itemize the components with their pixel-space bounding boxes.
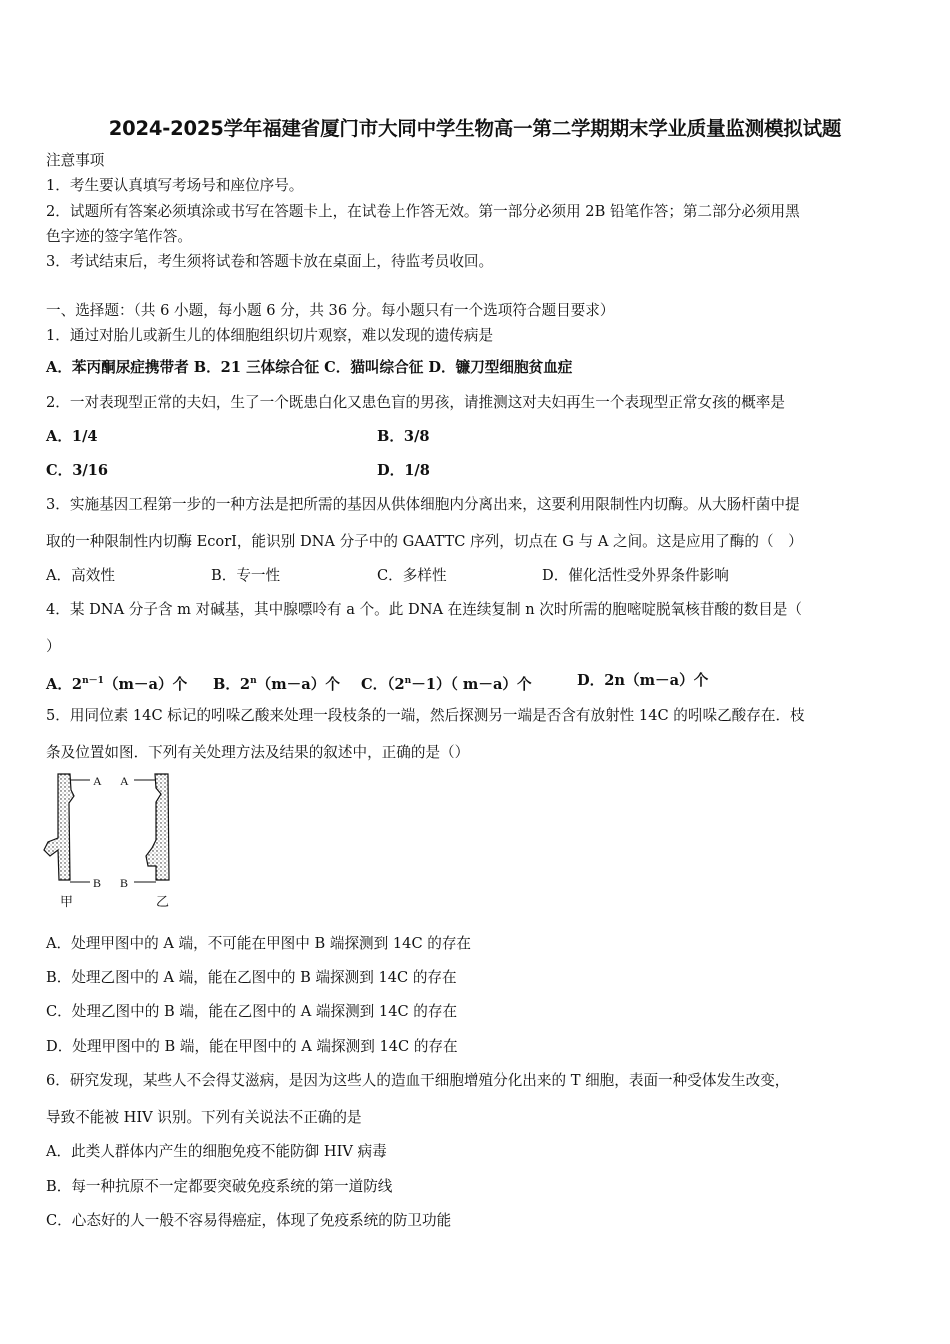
caption-jia: 甲 bbox=[60, 895, 74, 910]
question-3-option-d: D．催化活性受外界条件影响 bbox=[542, 567, 729, 584]
question-5-option-d: D．处理甲图中的 B 端，能在甲图中的 A 端探测到 14C 的存在 bbox=[46, 1038, 458, 1055]
notice-item: 3．考试结束后，考生须将试卷和答题卡放在桌面上，待监考员收回。 bbox=[46, 253, 494, 270]
notice-heading: 注意事项 bbox=[46, 152, 105, 169]
label-a-right: A bbox=[120, 774, 129, 788]
question-2-option-b: B．3/8 bbox=[377, 428, 430, 445]
question-3-stem-line-1: 3．实施基因工程第一步的一种方法是把所需的基因从供体细胞内分离出来，这要利用限制性内切酶。从大肠杆菌中提 bbox=[46, 496, 800, 513]
question-3-option-c: C．多样性 bbox=[377, 567, 447, 584]
question-1-options: A．苯丙酮尿症携带者 B．21 三体综合征 C．猫叫综合征 D．镰刀型细胞贫血症 bbox=[46, 359, 573, 376]
section-heading: 一、选择题：（共 6 小题，每小题 6 分，共 36 分。每小题只有一个选项符合题目要求） bbox=[46, 302, 615, 319]
label-b-right: B bbox=[120, 876, 129, 890]
question-3-stem-line-2: 取的一种限制性内切酶 EcorI，能识别 DNA 分子中的 GAATTC 序列，切点在 G 与 A 之间。这是应用了酶的（ ） bbox=[46, 533, 803, 550]
page-title: 2024-2025学年福建省厦门市大同中学生物高一第二学期期末学业质量监测模拟试题 bbox=[108, 117, 842, 140]
question-5-option-b: B．处理乙图中的 A 端，能在乙图中的 B 端探测到 14C 的存在 bbox=[46, 969, 457, 986]
question-2-option-d: D．1/8 bbox=[377, 462, 430, 479]
question-6-stem-line-2: 导致不能被 HIV 识别。下列有关说法不正确的是 bbox=[46, 1109, 362, 1126]
label-a-left: A bbox=[93, 774, 102, 788]
question-4-option-d: D．2n（m－a）个 bbox=[577, 672, 709, 689]
question-5-stem-line-2: 条及位置如图．下列有关处理方法及结果的叙述中，正确的是（） bbox=[46, 744, 470, 761]
question-3-option-b: B．专一性 bbox=[211, 567, 281, 584]
question-6-option-c: C．心态好的人一般不容易得癌症，体现了免疫系统的防卫功能 bbox=[46, 1212, 452, 1229]
branch-figure bbox=[40, 770, 180, 910]
question-6-stem-line-1: 6．研究发现，某些人不会得艾滋病，是因为这些人的造血干细胞增殖分化出来的 T 细胞，表面一种受体发生改变， bbox=[46, 1072, 790, 1089]
branch-yi bbox=[134, 774, 169, 882]
question-3-option-a: A．高效性 bbox=[46, 567, 115, 584]
question-4-stem-line-2: ） bbox=[46, 638, 61, 655]
question-4-option-b: B．$2^n(m-a)$个 bbox=[213, 675, 340, 693]
branch-jia bbox=[44, 774, 90, 882]
question-2-option-c: C．3/16 bbox=[46, 462, 109, 479]
caption-yi: 乙 bbox=[156, 895, 170, 910]
question-5-option-c: C．处理乙图中的 B 端，能在乙图中的 A 端探测到 14C 的存在 bbox=[46, 1003, 458, 1020]
label-b-left: B bbox=[93, 876, 102, 890]
question-6-option-b: B．每一种抗原不一定都要突破免疫系统的第一道防线 bbox=[46, 1178, 393, 1195]
question-2-stem: 2．一对表现型正常的夫妇，生了一个既患白化又患色盲的男孩，请推测这对夫妇再生一个表现型正常女孩的概率是 bbox=[46, 394, 785, 411]
question-4-stem-line-1: 4．某 DNA 分子含 m 对碱基，其中腺嘌呤有 a 个。此 DNA 在连续复制 n 次时所需的胞嘧啶脱氧核苷酸的数目是（ bbox=[46, 601, 802, 618]
question-4-option-c: C．$(2^n-1)$（ m－a）个 bbox=[361, 675, 532, 693]
notice-item: 色字迹的签字笔作答。 bbox=[46, 228, 192, 245]
notice-item: 1．考生要认真填写考场号和座位序号。 bbox=[46, 177, 304, 194]
question-1-stem: 1．通过对胎儿或新生儿的体细胞组织切片观察，难以发现的遗传病是 bbox=[46, 327, 494, 344]
notice-item: 2．试题所有答案必须填涂或书写在答题卡上，在试卷上作答无效。第一部分必须用 2B 铅笔作答；第二部分必须用黑 bbox=[46, 203, 800, 220]
question-5-option-a: A．处理甲图中的 A 端，不可能在甲图中 B 端探测到 14C 的存在 bbox=[46, 935, 472, 952]
question-2-option-a: A．1/4 bbox=[46, 428, 98, 445]
question-4-option-a: A．$2^{n-1}(m-a)$个 bbox=[46, 675, 188, 693]
question-5-stem-line-1: 5．用同位素 14C 标记的吲哚乙酸来处理一段枝条的一端，然后探测另一端是否含有放射性 14C 的吲哚乙酸存在．枝 bbox=[46, 707, 805, 724]
question-6-option-a: A．此类人群体内产生的细胞免疫不能防御 HIV 病毒 bbox=[46, 1143, 387, 1160]
